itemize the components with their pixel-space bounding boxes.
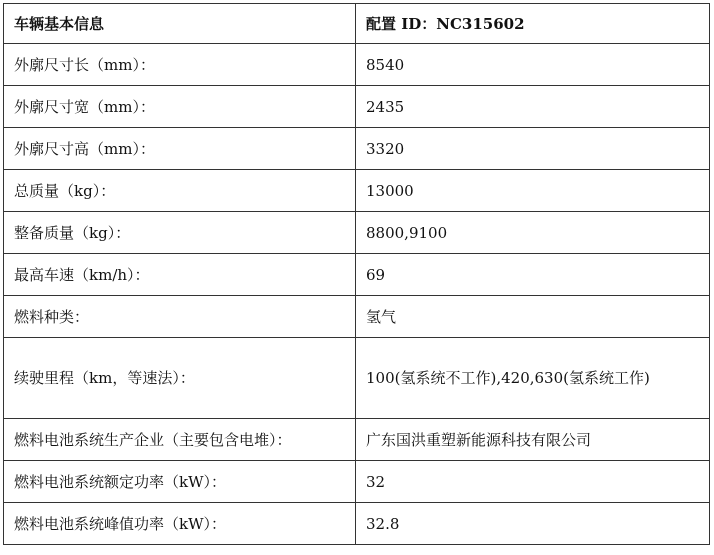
- table-title: 车辆基本信息: [4, 4, 356, 44]
- table-row: [4, 86, 710, 128]
- row-label-fuel-type: 燃料种类：: [4, 296, 356, 338]
- row-value-fc-rated-power: 32: [356, 461, 710, 503]
- row-value-fc-peak-power: 32.8: [356, 503, 710, 545]
- table-row: [4, 170, 710, 212]
- row-label-length: 外廓尺寸长（mm）：: [4, 44, 356, 86]
- row-value-fc-manufacturer: 广东国洪重塑新能源科技有限公司: [356, 419, 710, 461]
- table-row: [4, 419, 710, 461]
- row-value-height: 3320: [356, 128, 710, 170]
- table-row: [4, 254, 710, 296]
- row-label-range: 续驶里程（km，等速法）：: [4, 338, 356, 419]
- row-value-width: 2435: [356, 86, 710, 128]
- table-row: [4, 461, 710, 503]
- config-id-cell: [356, 4, 710, 44]
- row-value-gross-mass: 13000: [356, 170, 710, 212]
- row-label-max-speed: 最高车速（km/h）：: [4, 254, 356, 296]
- config-id-label: 配置 ID：: [366, 14, 437, 33]
- row-value-length: 8540: [356, 44, 710, 86]
- row-label-fc-peak-power: 燃料电池系统峰值功率（kW）：: [4, 503, 356, 545]
- row-label-curb-mass: 整备质量（kg）：: [4, 212, 356, 254]
- config-id-value: NC315602: [436, 14, 525, 33]
- vehicle-spec-table: [3, 3, 710, 545]
- row-value-max-speed: 69: [356, 254, 710, 296]
- table-header-row: [4, 4, 710, 44]
- table-row: [4, 212, 710, 254]
- row-value-curb-mass: 8800,9100: [356, 212, 710, 254]
- row-label-height: 外廓尺寸高（mm）：: [4, 128, 356, 170]
- table-row: [4, 296, 710, 338]
- table-row: [4, 128, 710, 170]
- row-label-gross-mass: 总质量（kg）：: [4, 170, 356, 212]
- table-row: [4, 44, 710, 86]
- table-row: [4, 338, 710, 419]
- row-label-fc-rated-power: 燃料电池系统额定功率（kW）：: [4, 461, 356, 503]
- table-row: [4, 503, 710, 545]
- row-value-range: 100(氢系统不工作),420,630(氢系统工作): [356, 338, 710, 419]
- row-label-width: 外廓尺寸宽（mm）：: [4, 86, 356, 128]
- row-value-fuel-type: 氢气: [356, 296, 710, 338]
- row-label-fc-manufacturer: 燃料电池系统生产企业（主要包含电堆）：: [4, 419, 356, 461]
